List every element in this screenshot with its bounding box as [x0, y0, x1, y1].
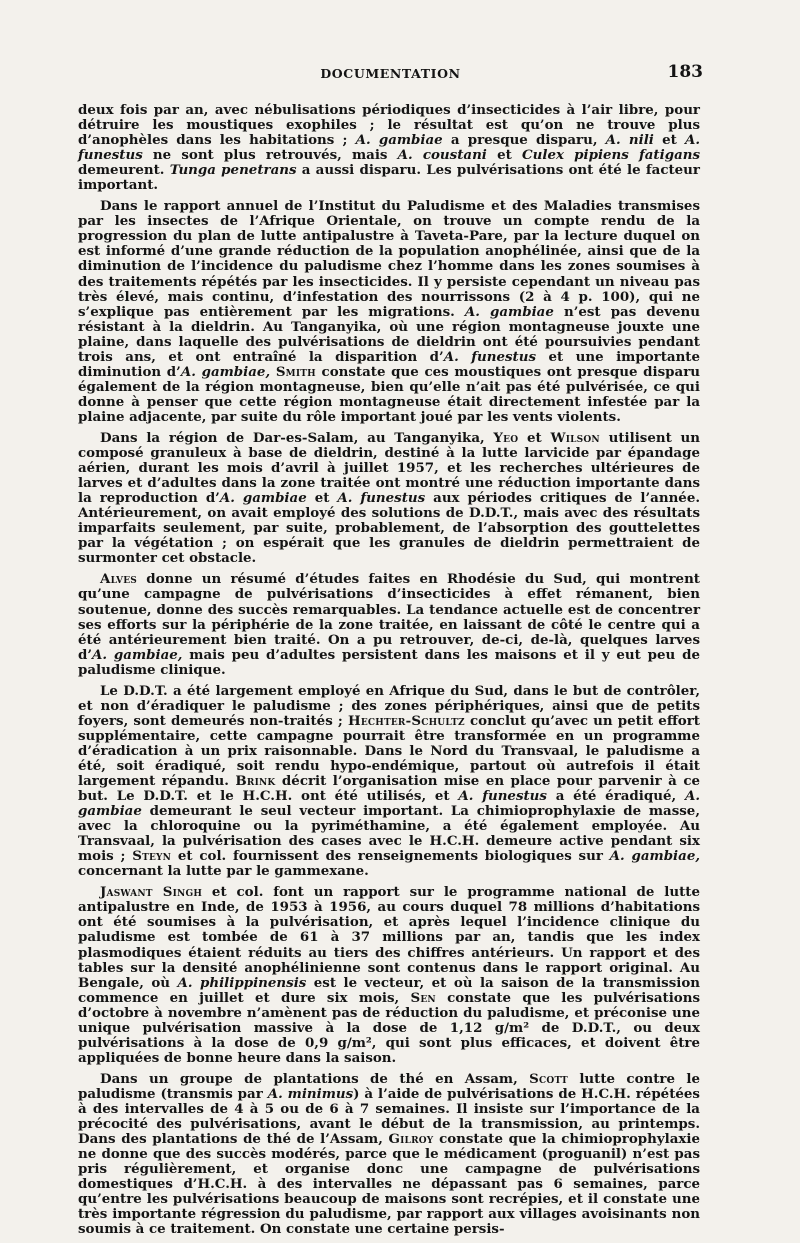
text-run: et	[653, 132, 685, 149]
text-run: Dans la région de Dar-es-Salam, au Tanganyika,	[100, 429, 494, 446]
author-name: Wilson	[550, 429, 600, 446]
running-title: DOCUMENTATION	[320, 66, 461, 81]
paragraph	[78, 1072, 700, 1238]
species-name: A. coustani	[397, 147, 487, 164]
text-run: demeurent.	[78, 162, 170, 179]
species-name: A. funestus	[78, 132, 701, 164]
paragraph	[78, 431, 700, 566]
text-run: constate que la chimioprophylaxie ne donne que des succès modérés, parce que le médicament (proguanil) n’est pas pris régulièrement, et organise donc une campagne de pulvérisations domestiques d’H.C.H. à des intervalles ne dépassant pas 6 semaines, parce qu’entre les pulvérisations beaucoup de maisons sont recrépies, et il constate une très importante régression du paludisme, par rapport aux villages avoisinants non soumis à ce traitement. On constate une certaine persis-	[78, 1131, 701, 1238]
text-run: décrit l’organisation mise en place pour parvenir à ce but. Le D.D.T. et le H.C.H. ont été utilisés, et	[78, 773, 700, 805]
page-header	[78, 62, 703, 86]
species-name: A. funestus	[337, 490, 426, 507]
text-run: aux périodes critiques de l’année. Antérieurement, on avait employé des solutions de D.D.T., mais avec des résultats imparfaits seulement, par suite, probablement, de l’absorption des gouttelettes par la végétation ; on espérait que les granules de dieldrin permettraient de surmonter cet obstacle.	[78, 490, 700, 567]
text-run: et	[518, 429, 551, 446]
text-run: et col. font un rapport sur le programme national de lutte antipalustre en Inde, de 1953 à 1956, au cours duquel 78 millions d’habitations ont été soumises à la pulvérisation, et après lequel l’incidence clinique du paludisme est tombée de 61 à 37 millions par an, tandis que les index plasmodiques étaient réduits au tiers des chiffres antérieurs. Un rapport et des tables sur la densité anophélinienne sont contenus dans le rapport original. Au Bengale, où	[78, 884, 700, 991]
text-run: lutte contre le paludisme (transmis par	[78, 1070, 700, 1102]
text-run: demeurant le seul vecteur important. La chimioprophylaxie de masse, avec la chloroquine ou la pyriméthamine, a été également employée. Au Transvaal, la pulvérisation des cases avec le H.C.H. demeure active pendant six mois ;	[78, 803, 700, 865]
author-name: Gilroy	[388, 1131, 434, 1148]
text-run: n’est pas devenu résistant à la dieldrin. Au Tanganyika, où une région montagneuse jouxte une plaine, dans laquelle des pulvérisations de dieldrin ont été poursuivies pendant trois ans, et ont entraîné la disparition d’	[78, 303, 701, 365]
paragraph	[78, 572, 700, 677]
text-run: a aussi disparu. Les pulvérisations ont été le facteur important.	[78, 162, 700, 194]
text-run: concernant la lutte par le gammexane.	[78, 863, 369, 880]
paragraph	[78, 199, 700, 425]
text-run: constate que ces moustiques ont presque disparu également de la région montagneuse, bien qu’elle n’ait pas été pulvérisée, ce qui donne à penser que cette région montagneuse était directement infestée par la plaine adjacente, par suite du rôle important joué par les vents violents.	[78, 363, 701, 425]
species-name: A. gambiae,	[180, 363, 271, 380]
text-run: et	[306, 490, 338, 507]
species-name: A. gambiae,	[609, 848, 700, 865]
text-run: ) à l’aide de pulvérisations de H.C.H. répétées à des intervalles de 4 à 5 ou de 6 à 7 semaines. Il insiste sur l’importance de la précocité des pulvérisations, avant le début de la transmission, au printemps. Dans des plantations de thé de l’Assam,	[78, 1085, 700, 1148]
species-name: Tunga penetrans	[169, 162, 297, 179]
species-name: A. minimus	[267, 1085, 354, 1102]
text-run: deux fois par an, avec nébulisations périodiques d’insecticides à l’air libre, pour détruire les moustiques exophiles ; le résultat est qu’on ne trouve plus d’anophèles dans les habitations ;	[78, 102, 700, 149]
text-run: utilisent un composé granuleux à base de dieldrin, destiné à la lutte larvicide par épandage aérien, durant les mois d’avril à juillet 1957, et les recherches ultérieures de larves et d’adultes dans la zone traitée ont montré une réduction importante dans la reproduction d’	[78, 429, 700, 507]
paragraph	[78, 103, 700, 193]
species-name: A. philippinensis	[177, 974, 307, 991]
text-run: Dans un groupe de plantations de thé en Assam,	[100, 1070, 530, 1087]
author-name: Yeo	[493, 429, 519, 446]
author-name: Brink	[235, 773, 276, 790]
text-run: ne sont plus retrouvés, mais	[142, 147, 398, 164]
paragraph	[78, 885, 700, 1066]
species-name: A. funestus	[458, 788, 547, 805]
author-name: Smith	[275, 363, 316, 380]
text-run: et	[486, 147, 522, 164]
paragraph	[78, 684, 700, 880]
species-name: A. gambiae	[355, 132, 443, 149]
text-run: et col. fournissent des renseignements biologiques sur	[171, 848, 610, 865]
species-name: A. gambiae	[464, 303, 554, 320]
text-run: constate que les pulvérisations d’octobre à novembre n’amènent pas de réduction du paludisme, et préconise une unique pulvérisation massive à la dose de 1,12 g/m² de D.D.T., ou deux pulvérisations à la dose de 0,9 g/m², qui sont plus efficaces, et doivent être appliquées de bonne heure dans la saison.	[78, 989, 700, 1066]
species-name: A. funestus	[443, 348, 536, 365]
text-run: mais peu d’adultes persistent dans les maisons et il y eut peu de paludisme clinique.	[78, 646, 700, 678]
author-name: Alves	[100, 571, 137, 588]
species-name: A. nili	[605, 132, 654, 149]
text-run: conclut qu’avec un petit effort supplémentaire, cette campagne pourrait être transformée en un programme d’éradication à un prix raisonnable. Dans le Nord du Transvaal, le paludisme a été, soit éradiqué, soit rendu hypo-endémique, partout où autrefois il était largement répandu.	[78, 712, 700, 790]
text-run: Dans le rapport annuel de l’Institut du Paludisme et des Maladies transmises par les insectes de l’Afrique Orientale, on trouve un compte rendu de la progression du plan de lutte antipalustre à Taveta-Pare, par la lecture duquel on est informé d’une grande réduction de la population anophélinée, ainsi que de la diminution de l’incidence du paludisme chez l’homme dans les zones soumises à des traitements répétés par les insecticides. Il y persiste cependant un niveau pas très élevé, mais continu, d’infestation des nourrissons (2 à 4 p. 100), qui ne s’explique pas entièrement par les migrations.	[78, 198, 700, 320]
species-name: A. gambiae,	[92, 646, 183, 663]
author-name: Hechter-Schultz	[348, 712, 465, 729]
page-number: 183	[667, 62, 703, 82]
author-name: Jaswant Singh	[100, 884, 203, 901]
author-name: Scott	[529, 1070, 568, 1087]
species-name: A. gambiae	[78, 788, 700, 820]
text-run: est le vecteur, et où la saison de la transmission commence en juillet et dure six mois,	[78, 974, 700, 1006]
text-run: a presque disparu,	[442, 132, 606, 149]
author-name: Steyn	[132, 848, 172, 865]
body-text	[78, 103, 700, 1243]
text-run: Le D.D.T. a été largement employé en Afrique du Sud, dans le but de contrôler, et non d’éradiquer le paludisme ; des zones périphériques, ainsi que de petits foyers, sont demeurés non-traités ;	[78, 682, 700, 729]
species-name: A. gambiae	[219, 490, 307, 507]
author-name: Sen	[410, 989, 436, 1006]
species-name: Culex pipiens fatigans	[521, 147, 701, 164]
text-run: a été éradiqué,	[546, 788, 685, 805]
text-run: et une importante diminution d’	[78, 348, 701, 380]
text-run: donne un résumé d’études faites en Rhodésie du Sud, qui montrent qu’une campagne de pulvérisations d’insecticides à effet rémanent, bien soutenue, donne des succès remarquables. La tendance actuelle est de concentrer ses efforts sur la périphérie de la zone traitée, en laissant de côté le centre qui a été antérieurement bien traité. On a pu retrouver, de-ci, de-là, quelques larves d’	[78, 571, 700, 663]
